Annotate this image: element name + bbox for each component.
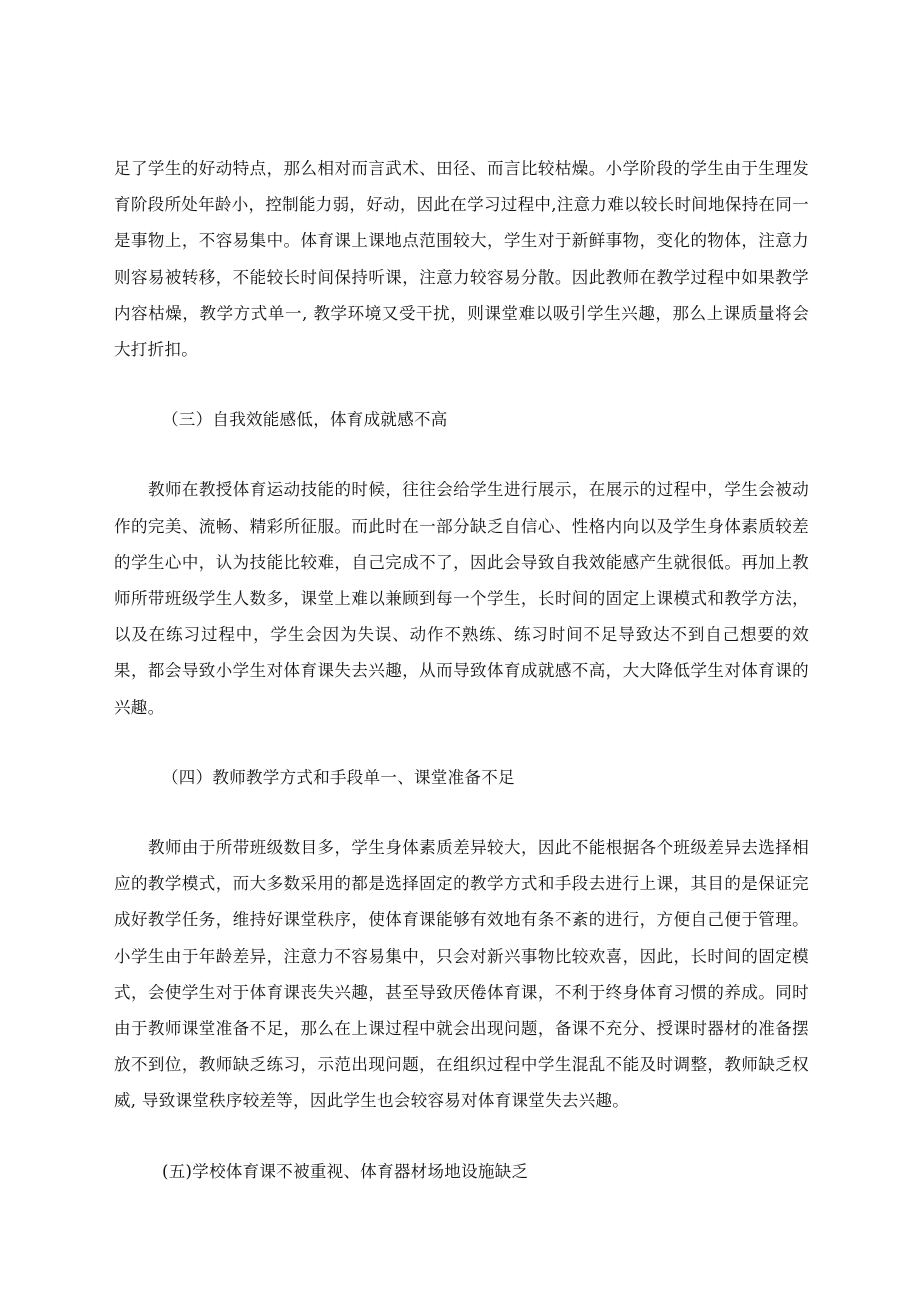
section-heading-5: (五)学校体育课不被重视、体育器材场地设施缺乏 — [162, 1161, 529, 1181]
paragraph-continued: 足了学生的好动特点，那么相对而言武术、田径、而言比较枯燥。小学阶段的学生由于生理发育阶段所处年龄小，控制能力弱，好动，因此在学习过程中,注意力难以较长时间地保持在同一是事物上，不容易集中。体育课上课地点范围较大，学生对于新鲜事物，变化的物体，注意力则容易被转移，不能较长时间保持听课，注意力较容易分散。因此教师在教学过程中如果教学内容枯燥，教学方式单一, 教学环境又受干扰，则课堂难以吸引学生兴趣，那么上课质量将会大打折扣。 — [114, 159, 809, 360]
spacer — [114, 1120, 809, 1154]
paragraph-self-efficacy: 教师在教授体育运动技能的时候，往往会给学生进行展示，在展示的过程中，学生会被动作的完美、流畅、精彩所征服。而此时在一部分缺乏自信心、性格内向以及学生身体素质较差的学生心中，认为技能比较难，自己完成不了，因此会导致自我效能感产生就很低。再加上教师所带班级学生人数多，课堂上难以兼顾到每一个学生，长时间的固定上课模式和教学方法，以及在练习过程中，学生会因为失误、动作不熟练、练习时间不足导致达不到自己想要的效果，都会导致小学生对体育课失去兴趣，从而导致体育成就感不高，大大降低学生对体育课的兴趣。 — [114, 480, 809, 717]
document-body — [114, 151, 809, 1190]
spacer — [114, 438, 809, 472]
spacer — [114, 726, 809, 760]
paragraph-teaching-methods: 教师由于所带班级数目多，学生身体素质差异较大，因此不能根据各个班级差异去选择相应的教学模式，而大多数采用的都是选择固定的教学方式和手段去进行上课，其目的是保证完成好教学任务，维持好课堂秩序，使体育课能够有效地有条不紊的进行，方便自己便于管理。小学生由于年龄差异，注意力不容易集中，只会对新兴事物比较欢喜，因此，长时间的固定模式，会使学生对于体育课丧失兴趣，甚至导致厌倦体育课，不利于终身体育习惯的养成。同时由于教师课堂准备不足，那么在上课过程中就会出现问题，备课不充分、授课时器材的准备摆放不到位，教师缺乏练习，示范出现问题，在组织过程中学生混乱不能及时调整，教师缺乏权威, 导致课堂秩序较差等，因此学生也会较容易对体育课堂失去兴趣。 — [114, 838, 809, 1111]
section-heading-3: （三）自我效能感低，体育成就感不高 — [162, 410, 448, 430]
spacer — [114, 796, 809, 830]
section-heading-4: （四）教师教学方式和手段单一、课堂准备不足 — [162, 767, 515, 787]
spacer — [114, 368, 809, 402]
